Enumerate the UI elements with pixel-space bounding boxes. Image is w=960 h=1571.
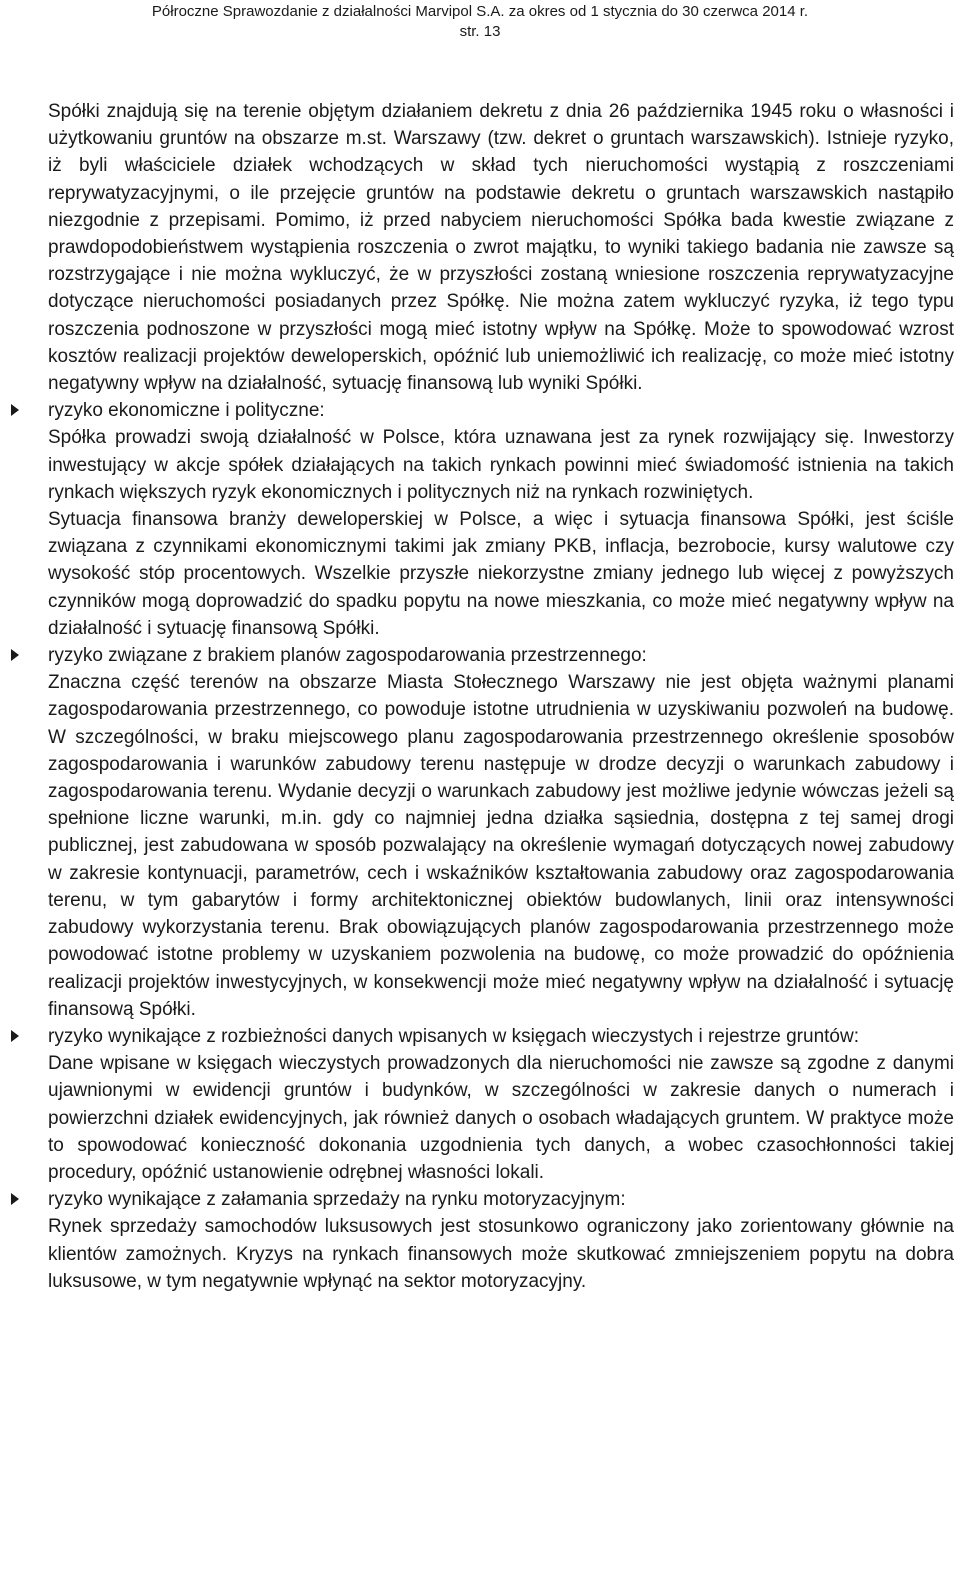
risk-heading: ryzyko ekonomiczne i polityczne: (48, 400, 325, 422)
risk-item-economic (48, 397, 954, 424)
triangle-bullet-icon (10, 642, 30, 669)
risk-paragraph: Sytuacja finansowa branży deweloperskiej w Polsce, a więc i sytuacja finansowa Spółki, jest ściśle związana z czynnikami ekonomicznymi takimi jak zmiany PKB, inflacja, bezrobocie, kursy walutowe czy wysokość stóp procentowych. Wszelkie przyszłe niekorzystne zmiany jednego lub więcej z powyższych czynników mogą doprowadzić do spadku popytu na nowe mieszkania, co może mieć negatywny wpływ na działalność i sytuację finansową Spółki. (48, 509, 954, 639)
triangle-bullet-icon (10, 1186, 30, 1213)
risk-paragraph: Rynek sprzedaży samochodów luksusowych jest stosunkowo ograniczony jako zorientowany głównie na klientów zamożnych. Kryzys na rynkach finansowych może skutkować zmniejszeniem popytu na dobra luksusowe, w tym negatywnie wpłynąć na sektor motoryzacyjny. (48, 1216, 954, 1292)
risk-heading: ryzyko wynikające z rozbieżności danych wpisanych w księgach wieczystych i rejestrze gruntów: (48, 1025, 859, 1047)
risk-paragraph: Dane wpisane w księgach wieczystych prowadzonych dla nieruchomości nie zawsze są zgodne z danymi ujawnionymi w ewidencji gruntów i budynków, w szczególności w zakresie danych o numerach i powierzchni działek ewidencyjnych, jak również danych o osobach władających gruntem. W praktyce może to spowodować konieczność dokonania uzgodnienia tych danych, a wobec czasochłonności takiej procedury, opóźnić ustanowienie odrębnej własności lokali. (48, 1053, 954, 1183)
risk-heading: ryzyko wynikające z załamania sprzedaży na rynku motoryzacyjnym: (48, 1189, 626, 1211)
risk-item-zoning (48, 642, 954, 669)
page-number: str. 13 (459, 23, 501, 40)
body-text (48, 98, 954, 1295)
page-header (0, 0, 960, 42)
triangle-bullet-icon (10, 397, 30, 424)
risk-heading: ryzyko związane z brakiem planów zagospodarowania przestrzennego: (48, 645, 647, 667)
risk-item-automotive (48, 1186, 954, 1213)
risk-item-land-registry (48, 1023, 954, 1050)
intro-paragraph: Spółki znajdują się na terenie objętym działaniem dekretu z dnia 26 października 1945 roku o własności i użytkowaniu gruntów na obszarze m.st. Warszawy (tzw. dekret o gruntach warszawskich). Istnieje ryzyko, iż byli właściciele działek wchodzących w skład tych nieruchomości wystąpią z roszczeniami reprywatyzacyjnymi, o ile przejęcie gruntów na podstawie dekretu o gruntach warszawskich nastąpiło niezgodnie z przepisami. Pomimo, iż przed nabyciem nieruchomości Spółka bada kwestie związane z prawdopodobieństwem wystąpienia roszczenia o zwrot majątku, to wyniki takiego badania nie zawsze są rozstrzygające i nie można wykluczyć, że w przyszłości zostaną wniesione roszczenia reprywatyzacyjne dotyczące nieruchomości posiadanych przez Spółkę. Nie można zatem wykluczyć ryzyka, iż tego typu roszczenia podnoszone w przyszłości mogą mieć istotny wpływ na Spółkę. Może to spowodować wzrost kosztów realizacji projektów deweloperskich, opóźnić lub uniemożliwić ich realizację, co może mieć istotny negatywny wpływ na działalność, sytuację finansową lub wyniki Spółki. (48, 101, 954, 395)
triangle-bullet-icon (10, 1023, 30, 1050)
risk-paragraph: Znaczna część terenów na obszarze Miasta Stołecznego Warszawy nie jest objęta ważnymi planami zagospodarowania przestrzennego, co powoduje istotne utrudnienia w uzyskiwaniu pozwoleń na budowę. W szczególności, w braku miejscowego planu zagospodarowania przestrzennego określenie sposobów zagospodarowania i warunków zabudowy terenu następuje w drodze decyzji o warunkach zabudowy i zagospodarowania terenu. Wydanie decyzji o warunkach zabudowy jest możliwe jedynie wówczas jeżeli są spełnione liczne warunki, m.in. gdy co najmniej jedna działka sąsiednia, dostępna z tej samej drogi publicznej, jest zabudowana w sposób pozwalający na określenie wymagań dotyczących nowej zabudowy w zakresie kontynuacji, parametrów, cech i wskaźników kształtowania zabudowy oraz zagospodarowania terenu, w tym gabarytów i formy architektonicznej obiektów budowlanych, linii oraz intensywności zabudowy wykorzystania terenu. Brak obowiązujących planów zagospodarowania przestrzennego może powodować istotne problemy w uzyskaniem pozwolenia na budowę, co może prowadzić do opóźnienia realizacji projektów inwestycyjnych, w konsekwencji może mieć negatywny wpływ na działalność i sytuację finansową Spółki. (48, 672, 954, 1020)
risk-paragraph: Spółka prowadzi swoją działalność w Polsce, która uznawana jest za rynek rozwijający się. Inwestorzy inwestujący w akcje spółek działających na takich rynkach powinni mieć świadomość istnienia na takich rynkach większych ryzyk ekonomicznych i politycznych niż na rynkach rozwiniętych. (48, 427, 954, 503)
report-title: Półroczne Sprawozdanie z działalności Marvipol S.A. za okres od 1 stycznia do 30 czerwca 2014 r. (151, 3, 809, 20)
